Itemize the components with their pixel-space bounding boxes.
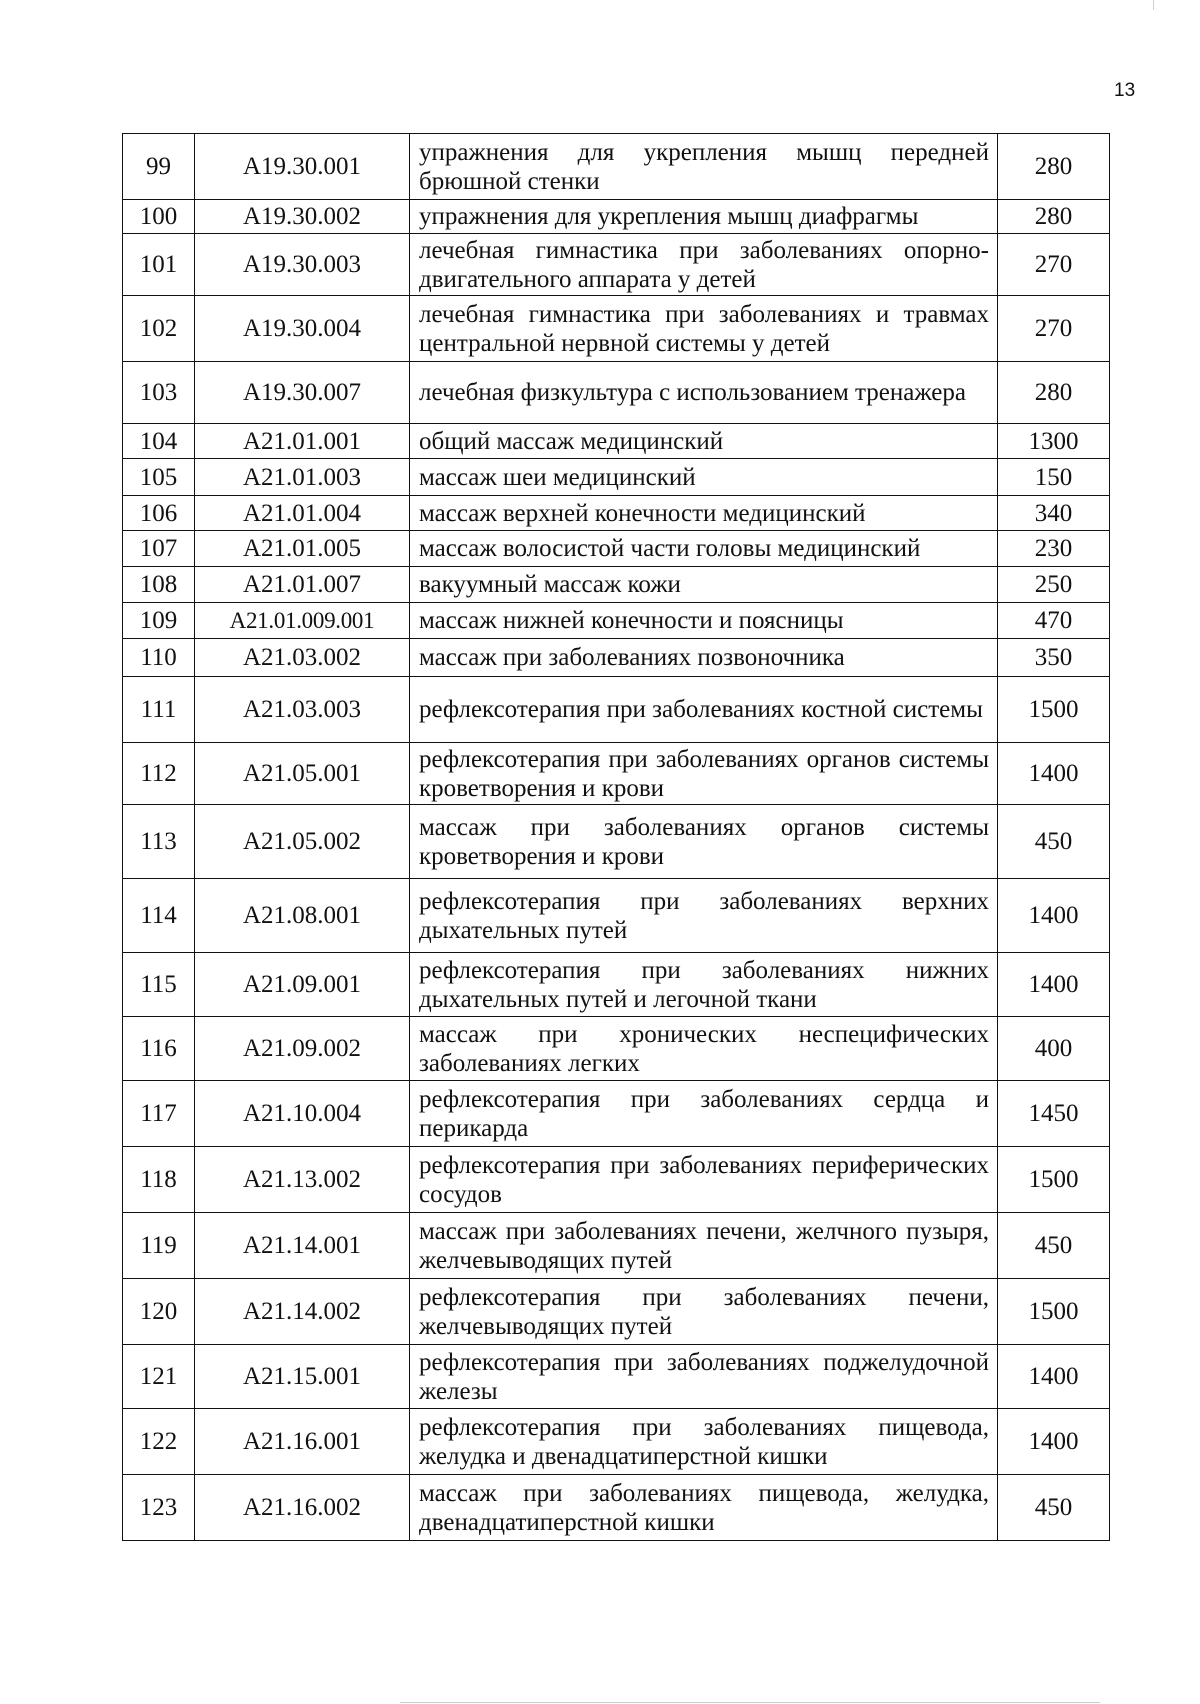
table-row bbox=[123, 496, 1110, 531]
price-cell: 1400 bbox=[998, 953, 1110, 1017]
table-row bbox=[123, 567, 1110, 603]
service-name-cell: рефлексотерапия при заболеваниях костной системы bbox=[410, 677, 998, 743]
table-row bbox=[123, 1475, 1110, 1541]
service-code-cell: A19.30.002 bbox=[195, 200, 410, 234]
price-cell: 1500 bbox=[998, 1279, 1110, 1345]
row-number-cell: 109 bbox=[123, 603, 195, 639]
row-number-cell: 108 bbox=[123, 567, 195, 603]
service-name-cell: массаж волосистой части головы медицинский bbox=[410, 531, 998, 567]
row-number-cell: 102 bbox=[123, 296, 195, 362]
page-number: 13 bbox=[1114, 80, 1136, 101]
service-name-cell: лечебная гимнастика при заболеваниях опорно-двигательного аппарата у детей bbox=[410, 234, 998, 296]
service-code-cell: A21.03.003 bbox=[195, 677, 410, 743]
price-cell: 270 bbox=[998, 296, 1110, 362]
service-code-cell: A21.14.002 bbox=[195, 1279, 410, 1345]
service-code-cell: A21.09.001 bbox=[195, 953, 410, 1017]
service-name-cell: массаж при заболеваниях позвоночника bbox=[410, 639, 998, 677]
service-code-cell: A21.01.007 bbox=[195, 567, 410, 603]
table-row bbox=[123, 1017, 1110, 1081]
table-row bbox=[123, 1409, 1110, 1475]
table-row bbox=[123, 459, 1110, 496]
service-code-cell: A19.30.007 bbox=[195, 362, 410, 424]
table-row bbox=[123, 134, 1110, 200]
table-row bbox=[123, 531, 1110, 567]
service-code-cell: A21.01.004 bbox=[195, 496, 410, 531]
price-cell: 470 bbox=[998, 603, 1110, 639]
service-code-cell: A21.01.003 bbox=[195, 459, 410, 496]
price-cell: 1400 bbox=[998, 1345, 1110, 1409]
price-cell: 250 bbox=[998, 567, 1110, 603]
table-row bbox=[123, 1081, 1110, 1147]
table-row bbox=[123, 1279, 1110, 1345]
service-code-cell: A19.30.003 bbox=[195, 234, 410, 296]
row-number-cell: 123 bbox=[123, 1475, 195, 1541]
price-cell: 450 bbox=[998, 1475, 1110, 1541]
service-name-cell: массаж шеи медицинский bbox=[410, 459, 998, 496]
row-number-cell: 119 bbox=[123, 1213, 195, 1279]
row-number-cell: 121 bbox=[123, 1345, 195, 1409]
service-name-cell: рефлексотерапия при заболеваниях пищевода, желудка и двенадцатиперстной кишки bbox=[410, 1409, 998, 1475]
price-cell: 280 bbox=[998, 134, 1110, 200]
price-cell: 1500 bbox=[998, 1147, 1110, 1213]
row-number-cell: 111 bbox=[123, 677, 195, 743]
service-name-cell: рефлексотерапия при заболеваниях нижних дыхательных путей и легочной ткани bbox=[410, 953, 998, 1017]
service-code-cell: A21.14.001 bbox=[195, 1213, 410, 1279]
price-table bbox=[122, 133, 1110, 1541]
service-name-cell: рефлексотерапия при заболеваниях печени, желчевыводящих путей bbox=[410, 1279, 998, 1345]
service-code-cell: A21.01.005 bbox=[195, 531, 410, 567]
table-row bbox=[123, 603, 1110, 639]
table-row bbox=[123, 1213, 1110, 1279]
price-cell: 230 bbox=[998, 531, 1110, 567]
service-code-cell: A21.16.002 bbox=[195, 1475, 410, 1541]
row-number-cell: 114 bbox=[123, 879, 195, 953]
price-cell: 400 bbox=[998, 1017, 1110, 1081]
table-row bbox=[123, 1345, 1110, 1409]
service-name-cell: массаж при заболеваниях пищевода, желудка, двенадцатиперстной кишки bbox=[410, 1475, 998, 1541]
service-name-cell: общий массаж медицинский bbox=[410, 424, 998, 459]
row-number-cell: 104 bbox=[123, 424, 195, 459]
service-code-cell: A19.30.004 bbox=[195, 296, 410, 362]
price-cell: 150 bbox=[998, 459, 1110, 496]
row-number-cell: 100 bbox=[123, 200, 195, 234]
service-name-cell: рефлексотерапия при заболеваниях органов системы кроветворения и крови bbox=[410, 743, 998, 805]
price-cell: 1500 bbox=[998, 677, 1110, 743]
scan-mark bbox=[1153, 0, 1154, 10]
price-cell: 270 bbox=[998, 234, 1110, 296]
service-name-cell: вакуумный массаж кожи bbox=[410, 567, 998, 603]
table-row bbox=[123, 234, 1110, 296]
service-name-cell: массаж при заболеваниях органов системы кроветворения и крови bbox=[410, 805, 998, 879]
service-name-cell: рефлексотерапия при заболеваниях верхних дыхательных путей bbox=[410, 879, 998, 953]
price-cell: 340 bbox=[998, 496, 1110, 531]
table-row bbox=[123, 677, 1110, 743]
table-row bbox=[123, 296, 1110, 362]
row-number-cell: 112 bbox=[123, 743, 195, 805]
row-number-cell: 115 bbox=[123, 953, 195, 1017]
service-name-cell: рефлексотерапия при заболеваниях периферических сосудов bbox=[410, 1147, 998, 1213]
service-code-cell: A21.08.001 bbox=[195, 879, 410, 953]
table-body bbox=[123, 134, 1110, 1541]
service-code-cell: A21.05.001 bbox=[195, 743, 410, 805]
service-name-cell: лечебная гимнастика при заболеваниях и травмах центральной нервной системы у детей bbox=[410, 296, 998, 362]
price-cell: 1400 bbox=[998, 879, 1110, 953]
row-number-cell: 107 bbox=[123, 531, 195, 567]
service-code-cell: A21.03.002 bbox=[195, 639, 410, 677]
service-name-cell: массаж при заболеваниях печени, желчного пузыря, желчевыводящих путей bbox=[410, 1213, 998, 1279]
table-row bbox=[123, 362, 1110, 424]
row-number-cell: 116 bbox=[123, 1017, 195, 1081]
table-row bbox=[123, 879, 1110, 953]
row-number-cell: 120 bbox=[123, 1279, 195, 1345]
service-name-cell: массаж нижней конечности и поясницы bbox=[410, 603, 998, 639]
service-code-cell: A19.30.001 bbox=[195, 134, 410, 200]
service-code-cell: A21.16.001 bbox=[195, 1409, 410, 1475]
service-name-cell: лечебная физкультура с использованием тренажера bbox=[410, 362, 998, 424]
service-code-cell: A21.01.001 bbox=[195, 424, 410, 459]
table-row bbox=[123, 639, 1110, 677]
table-row bbox=[123, 200, 1110, 234]
price-cell: 1400 bbox=[998, 743, 1110, 805]
service-name-cell: упражнения для укрепления мышц диафрагмы bbox=[410, 200, 998, 234]
price-cell: 350 bbox=[998, 639, 1110, 677]
table-row bbox=[123, 424, 1110, 459]
row-number-cell: 103 bbox=[123, 362, 195, 424]
price-cell: 280 bbox=[998, 362, 1110, 424]
table-row bbox=[123, 743, 1110, 805]
service-code-cell: A21.09.002 bbox=[195, 1017, 410, 1081]
service-name-cell: рефлексотерапия при заболеваниях поджелудочной железы bbox=[410, 1345, 998, 1409]
row-number-cell: 110 bbox=[123, 639, 195, 677]
service-code-cell: A21.13.002 bbox=[195, 1147, 410, 1213]
table-row bbox=[123, 953, 1110, 1017]
row-number-cell: 105 bbox=[123, 459, 195, 496]
price-cell: 1300 bbox=[998, 424, 1110, 459]
row-number-cell: 117 bbox=[123, 1081, 195, 1147]
service-code-cell: A21.01.009.001 bbox=[195, 603, 410, 639]
service-code-cell: A21.15.001 bbox=[195, 1345, 410, 1409]
service-name-cell: массаж при хронических неспецифических заболеваниях легких bbox=[410, 1017, 998, 1081]
row-number-cell: 99 bbox=[123, 134, 195, 200]
service-name-cell: массаж верхней конечности медицинский bbox=[410, 496, 998, 531]
price-cell: 1450 bbox=[998, 1081, 1110, 1147]
service-code-cell: A21.10.004 bbox=[195, 1081, 410, 1147]
price-cell: 280 bbox=[998, 200, 1110, 234]
table-row bbox=[123, 805, 1110, 879]
price-cell: 450 bbox=[998, 1213, 1110, 1279]
table-row bbox=[123, 1147, 1110, 1213]
service-name-cell: упражнения для укрепления мышц передней брюшной стенки bbox=[410, 134, 998, 200]
service-name-cell: рефлексотерапия при заболеваниях сердца и перикарда bbox=[410, 1081, 998, 1147]
price-cell: 1400 bbox=[998, 1409, 1110, 1475]
row-number-cell: 101 bbox=[123, 234, 195, 296]
scan-mark bbox=[400, 1702, 1100, 1703]
row-number-cell: 113 bbox=[123, 805, 195, 879]
row-number-cell: 118 bbox=[123, 1147, 195, 1213]
price-cell: 450 bbox=[998, 805, 1110, 879]
service-code-cell: A21.05.002 bbox=[195, 805, 410, 879]
row-number-cell: 122 bbox=[123, 1409, 195, 1475]
row-number-cell: 106 bbox=[123, 496, 195, 531]
